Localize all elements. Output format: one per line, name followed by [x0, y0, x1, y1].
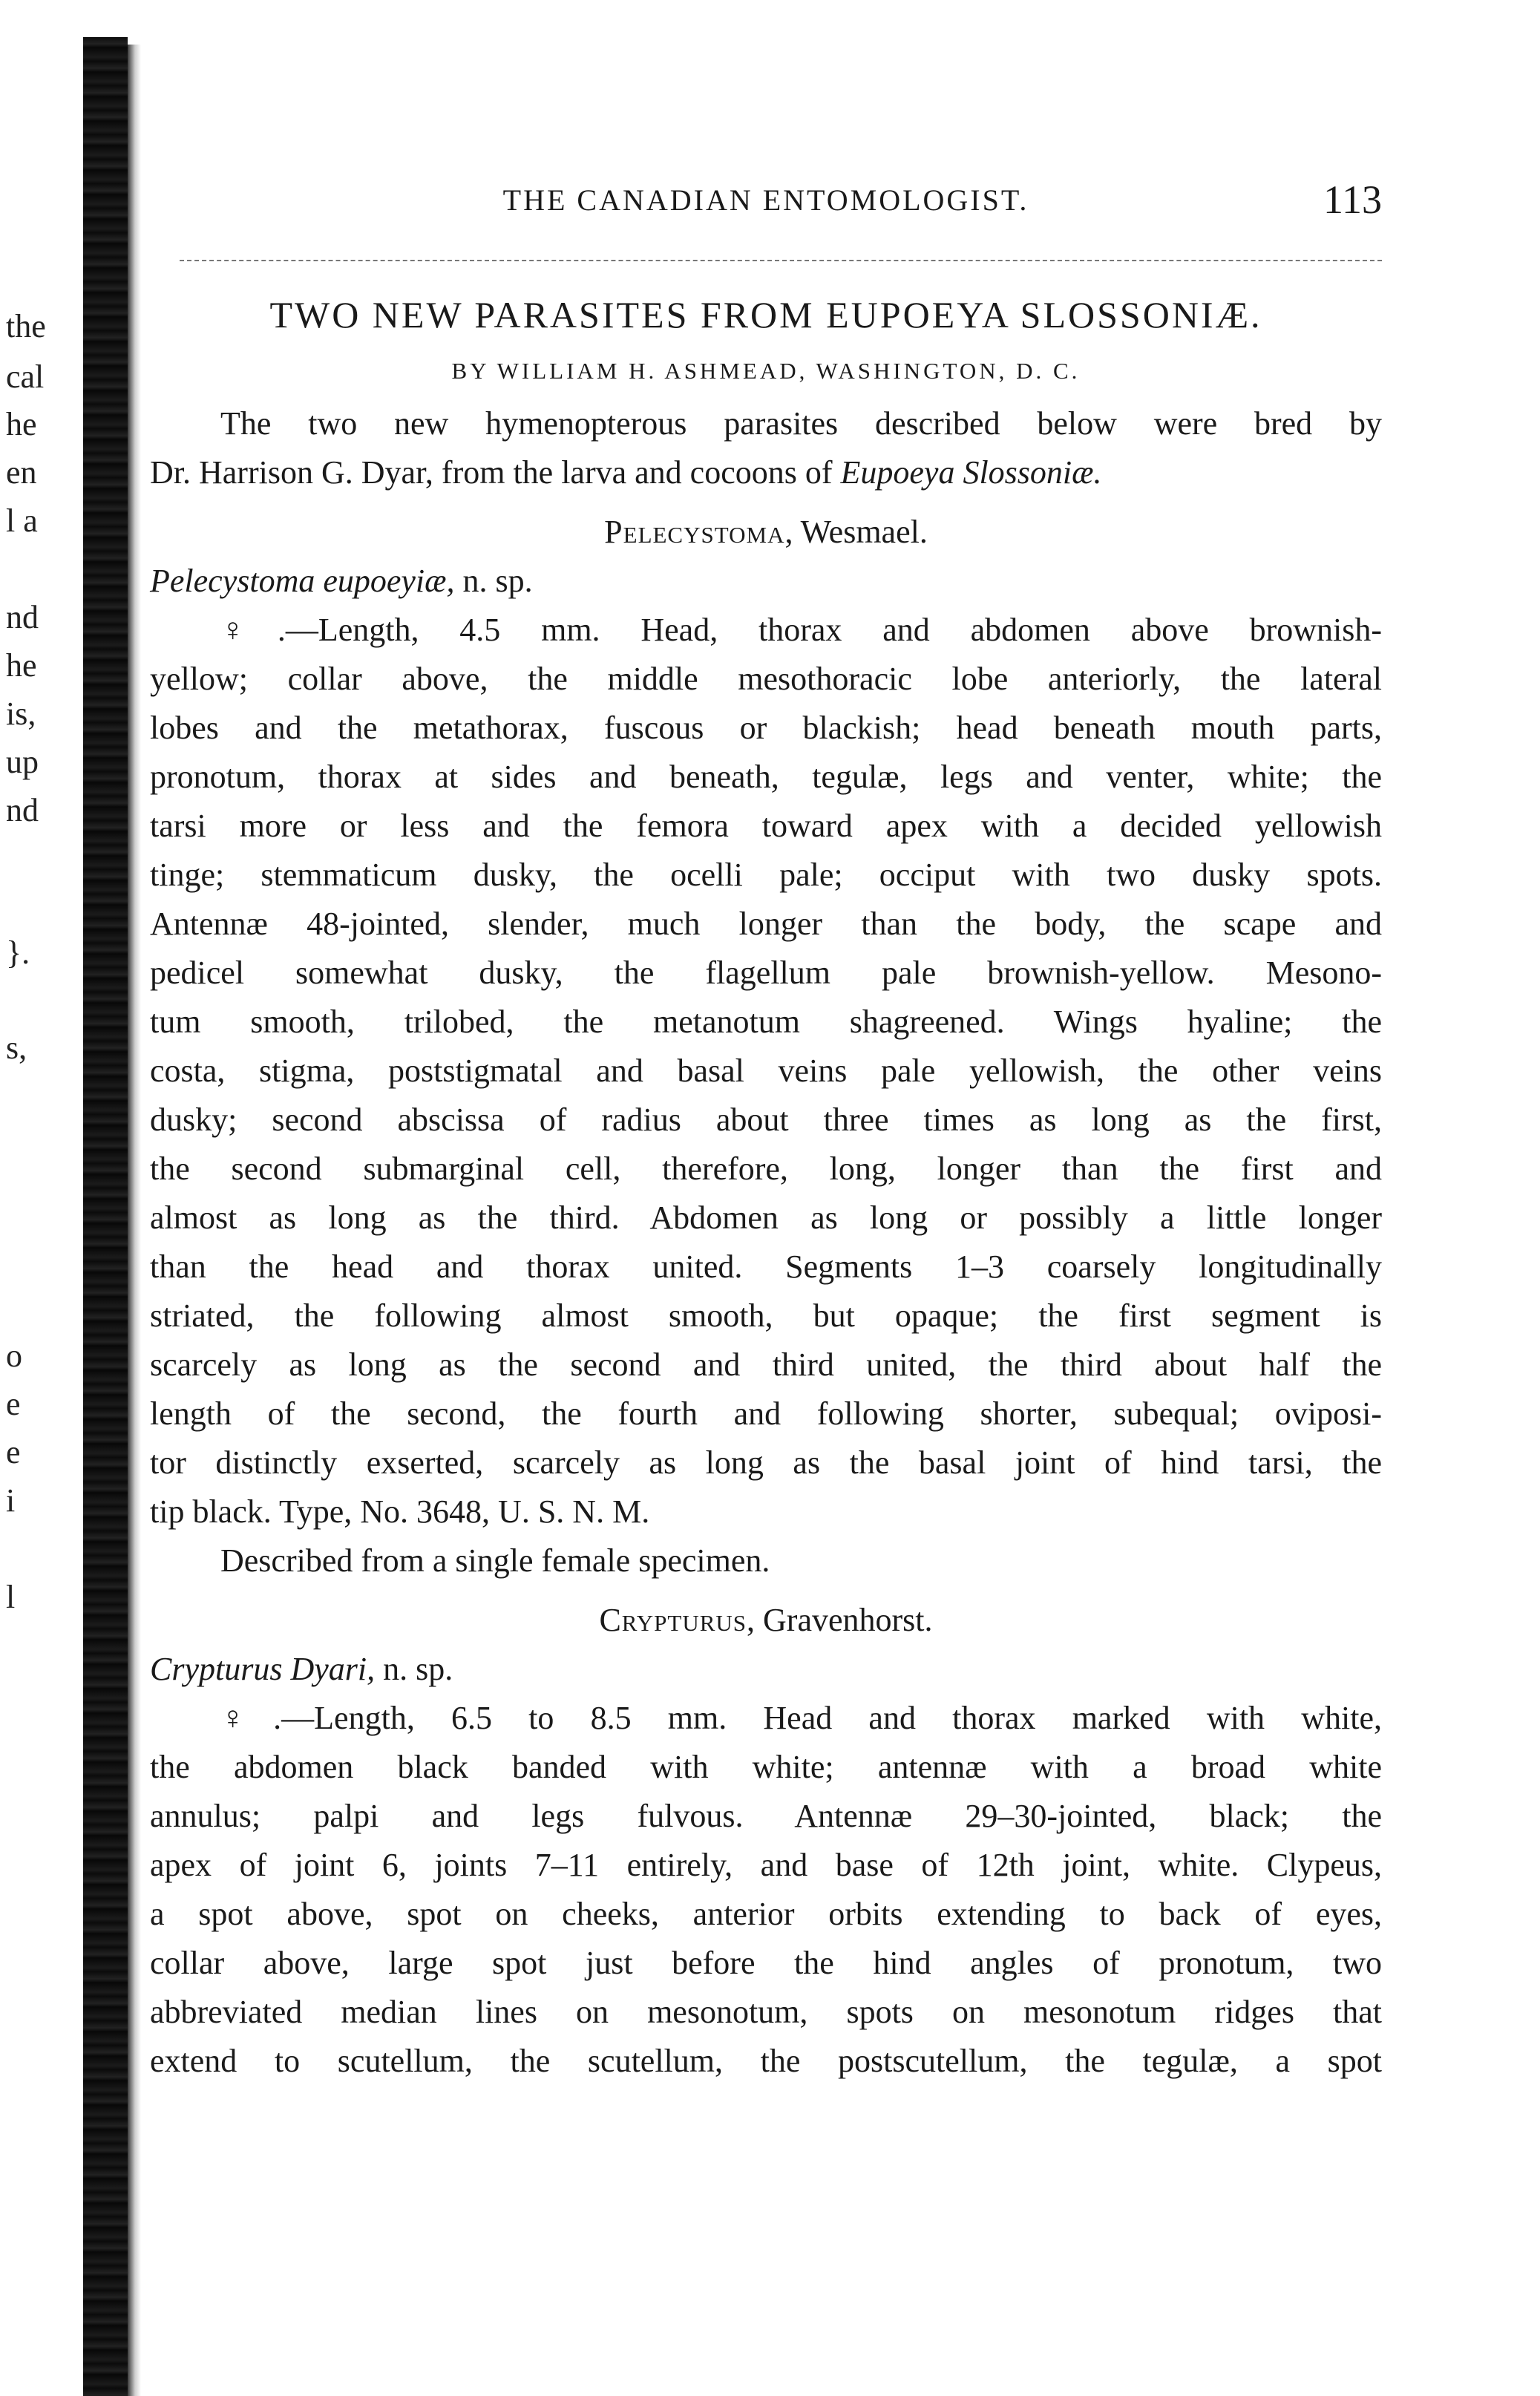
margin-fragment: he: [6, 647, 37, 684]
genus-name: Crypturus: [599, 1602, 747, 1638]
species-heading-crypturus: [150, 1645, 1382, 1694]
description-line: costa, stigma, poststigmatal and basal veins pale yellowish, the other veins: [150, 1053, 1382, 1089]
description-line: scarcely as long as the second and third united, the third about half the: [150, 1346, 1382, 1383]
article-title: TWO NEW PARASITES FROM EUPOEYA SLOSSONIÆ.: [269, 294, 1262, 335]
page-number: 113: [1323, 177, 1382, 222]
margin-fragment: up: [6, 744, 39, 780]
article-body: [150, 399, 1382, 2086]
intro-line: The two new hymenopterous parasites described below were bred by: [220, 405, 1382, 442]
margin-fragment: o: [6, 1338, 22, 1374]
description-line: ♀.—Length, 4.5 mm. Head, thorax and abdomen above brownish-: [220, 612, 1382, 648]
margin-fragment: e: [6, 1434, 21, 1470]
description-line: tum smooth, trilobed, the metanotum shagreened. Wings hyaline; the: [150, 1004, 1382, 1040]
description-line: dusky; second abscissa of radius about three times as long as the first,: [150, 1102, 1382, 1138]
genus-author: , Wesmael.: [784, 514, 928, 550]
description-line: the abdomen black banded with white; antennæ with a broad white: [150, 1749, 1382, 1785]
description-line: Antennæ 48-jointed, slender, much longer than the body, the scape and: [150, 906, 1382, 942]
description-line: yellow; collar above, the middle mesothoracic lobe anteriorly, the lateral: [150, 661, 1382, 697]
description-line: tarsi more or less and the femora toward apex with a decided yellowish: [150, 808, 1382, 844]
description-line: than the head and thorax united. Segments 1–3 coarsely longitudinally: [150, 1248, 1382, 1285]
genus-heading-crypturus: [150, 1596, 1382, 1645]
genus-heading-pelecystoma: [150, 508, 1382, 557]
described-from-note: Described from a single female specimen.: [220, 1542, 770, 1579]
margin-fragment: the: [6, 308, 46, 344]
page-column: [150, 0, 1382, 2396]
description-line: the second submarginal cell, therefore, long, longer than the first and: [150, 1150, 1382, 1187]
species-status: n. sp.: [375, 1651, 453, 1687]
margin-fragment: nd: [6, 792, 39, 828]
description-line: almost as long as the third. Abdomen as long or possibly a little longer: [150, 1199, 1382, 1236]
margin-fragment: nd: [6, 599, 39, 635]
scanned-binding-gutter: [0, 0, 141, 2396]
description-line: apex of joint 6, joints 7–11 entirely, and base of 12th joint, white. Clypeus,: [150, 1847, 1382, 1883]
header-rule: [180, 260, 1382, 261]
margin-fragment: s,: [6, 1030, 27, 1066]
description-line: striated, the following almost smooth, but opaque; the first segment is: [150, 1297, 1382, 1334]
description-line: length of the second, the fourth and following shorter, subequal; oviposi-: [150, 1395, 1382, 1432]
species-name: Crypturus Dyari,: [150, 1651, 376, 1687]
margin-fragment: he: [6, 406, 37, 442]
description-line: lobes and the metathorax, fuscous or blackish; head beneath mouth parts,: [150, 710, 1382, 746]
species-heading-pelecystoma: [150, 557, 1382, 606]
margin-fragment: }.: [6, 934, 30, 971]
margin-fragment: i: [6, 1482, 16, 1519]
description-line: pedicel somewhat dusky, the flagellum pale brownish-yellow. Mesono-: [150, 955, 1382, 991]
description-line: extend to scutellum, the scutellum, the postscutellum, the tegulæ, a spot: [150, 2043, 1382, 2079]
running-head: [150, 177, 1382, 221]
host-species-name: Eupoeya Slossoniæ.: [840, 454, 1102, 491]
margin-fragment: is,: [6, 695, 36, 732]
description-line: collar above, large spot just before the hind angles of pronotum, two: [150, 1945, 1382, 1981]
description-line: ♀.—Length, 6.5 to 8.5 mm. Head and thorax marked with white,: [220, 1700, 1382, 1736]
description-line: a spot above, spot on cheeks, anterior orbits extending to back of eyes,: [150, 1896, 1382, 1932]
byline: BY WILLIAM H. ASHMEAD, WASHINGTON, D. C.: [451, 358, 1081, 384]
genus-author: , Gravenhorst.: [747, 1602, 933, 1638]
description-line: annulus; palpi and legs fulvous. Antennæ 29–30-jointed, black; the: [150, 1798, 1382, 1834]
running-title: THE CANADIAN ENTOMOLOGIST.: [502, 183, 1029, 217]
intro-line: [150, 448, 1382, 497]
description-line: pronotum, thorax at sides and beneath, tegulæ, legs and venter, white; the: [150, 759, 1382, 795]
margin-fragment: l a: [6, 503, 38, 539]
binding-shadow-strip: [83, 37, 128, 2396]
genus-name: Pelecystoma: [604, 514, 785, 550]
margin-fragment: l: [6, 1579, 16, 1615]
species-name: Pelecystoma eupoeyiæ,: [150, 563, 455, 599]
margin-fragment: en: [6, 454, 37, 491]
description-line: abbreviated median lines on mesonotum, spots on mesonotum ridges that: [150, 1994, 1382, 2030]
margin-fragment: cal: [6, 359, 45, 395]
description-last-line: tip black. Type, No. 3648, U. S. N. M.: [150, 1493, 650, 1530]
margin-fragment: e: [6, 1386, 21, 1422]
description-line: tinge; stemmaticum dusky, the ocelli pale; occiput with two dusky spots.: [150, 857, 1382, 893]
description-line: tor distinctly exserted, scarcely as long as the basal joint of hind tarsi, the: [150, 1444, 1382, 1481]
species-status: n. sp.: [454, 563, 533, 599]
intro-text: Dr. Harrison G. Dyar, from the larva and cocoons of: [150, 454, 841, 491]
binding-edge-fade: [128, 45, 141, 2396]
